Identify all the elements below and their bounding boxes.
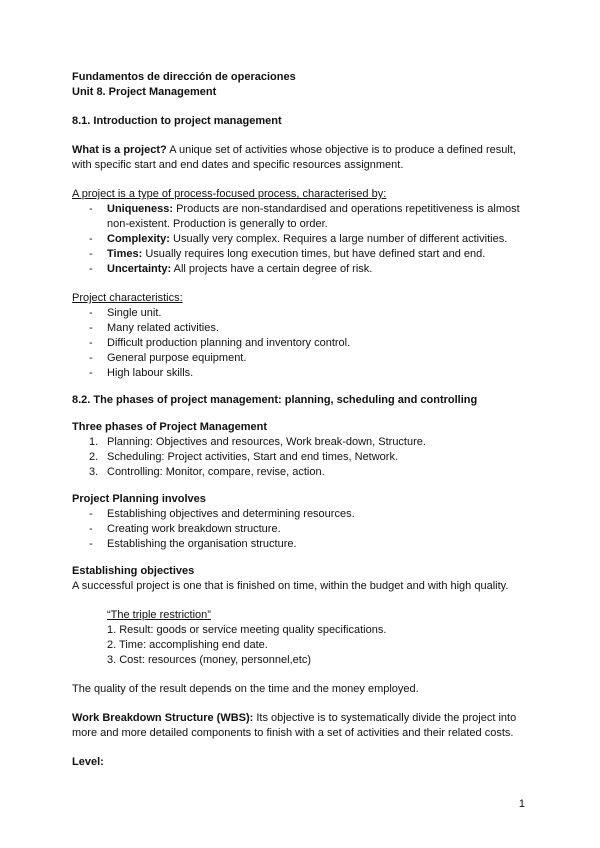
list-item xyxy=(72,202,532,232)
list-item: 2. Time: accomplishing end date. xyxy=(107,639,268,651)
list-number: 1. xyxy=(89,436,99,448)
term-uncertainty: Uncertainty: xyxy=(107,263,172,275)
list-item: - Establishing objectives and determining resources. xyxy=(72,507,532,522)
list-item xyxy=(72,247,532,262)
quality-text: The quality of the result depends on the time and the money employed. xyxy=(72,683,419,695)
process-type-list xyxy=(72,202,532,277)
planning-list xyxy=(72,507,532,552)
list-number: 3. xyxy=(89,466,99,478)
list-item: - Single unit. xyxy=(72,306,532,321)
term-text: All projects have a certain degree of risk. xyxy=(171,263,373,275)
list-item xyxy=(72,465,532,480)
phases-list xyxy=(72,435,532,480)
section-2-heading: 8.2. The phases of project management: planning, scheduling and controlling xyxy=(72,394,478,406)
list-item: - Difficult production planning and inventory control. xyxy=(72,336,532,351)
unit-title: Unit 8. Project Management xyxy=(72,86,217,98)
wbs-label: Work Breakdown Structure (WBS): xyxy=(72,712,254,724)
list-item: - General purpose equipment. xyxy=(72,351,532,366)
wbs-definition xyxy=(72,711,532,741)
objectives-text: A successful project is one that is finished on time, within the budget and with high quality. xyxy=(72,580,509,592)
project-definition-label: What is a project? xyxy=(72,144,167,156)
list-item: - Creating work breakdown structure. xyxy=(72,522,532,537)
term-uniqueness: Uniqueness: xyxy=(107,203,174,215)
planning-heading: Project Planning involves xyxy=(72,493,206,505)
list-item xyxy=(72,232,532,247)
list-number: 2. xyxy=(89,451,99,463)
characteristics-heading: Project characteristics: xyxy=(72,292,183,304)
page-number: 1 xyxy=(518,798,525,810)
term-text: Usually very complex. Requires a large number of different activities. xyxy=(169,233,508,245)
list-item xyxy=(72,262,532,277)
level-label: Level: xyxy=(72,756,104,768)
list-item xyxy=(72,450,532,465)
list-text: Planning: Objectives and resources, Work break-down, Structure. xyxy=(107,436,426,448)
document-body xyxy=(72,70,532,770)
list-item: 3. Cost: resources (money, personnel,etc) xyxy=(107,654,311,666)
process-type-heading: A project is a type of process-focused process, characterised by: xyxy=(72,188,387,200)
list-item: - Many related activities. xyxy=(72,321,532,336)
list-item: - Establishing the organisation structure. xyxy=(72,537,532,552)
term-text: Products are non-standardised and operations repetitiveness is almost non-existent. Production is generally to order. xyxy=(107,203,520,230)
phases-heading: Three phases of Project Management xyxy=(72,421,267,433)
list-item: 1. Result: goods or service meeting quality specifications. xyxy=(107,624,387,636)
list-text: Controlling: Monitor, compare, revise, action. xyxy=(107,466,325,478)
list-text: Scheduling: Project activities, Start and end times, Network. xyxy=(107,451,399,463)
project-definition-text: A unique set of activities whose objective is to produce a defined result, with specific start and end dates and specific resources assignment. xyxy=(72,144,516,171)
characteristics-list xyxy=(72,306,532,381)
triple-restriction-heading: “The triple restriction” xyxy=(107,609,211,621)
term-times: Times: xyxy=(107,248,143,260)
term-complexity: Complexity: xyxy=(107,233,170,245)
course-title: Fundamentos de dirección de operaciones xyxy=(72,71,296,83)
wbs-text: Its objective is to systematically divide the project into more and more detailed components to finish with a set of activities and their related costs. xyxy=(72,712,517,739)
objectives-heading: Establishing objectives xyxy=(72,565,195,577)
project-definition xyxy=(72,143,532,173)
section-1-heading: 8.1. Introduction to project management xyxy=(72,115,282,127)
term-text: Usually requires long execution times, but have defined start and end. xyxy=(142,248,486,260)
list-item xyxy=(72,435,532,450)
list-item: - High labour skills. xyxy=(72,366,532,381)
triple-restriction-block xyxy=(72,608,532,668)
